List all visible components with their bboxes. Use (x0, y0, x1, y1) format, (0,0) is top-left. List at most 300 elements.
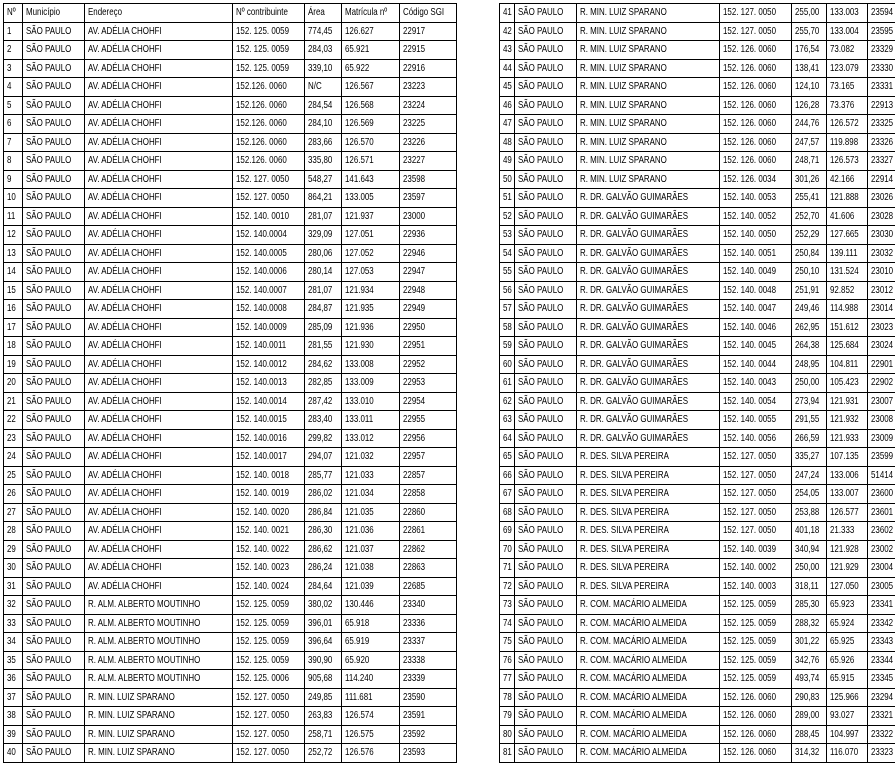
cell-address: AV. ADÉLIA CHOHFI (85, 355, 233, 374)
cell-taxpayer-number: 152. 126. 0034 (719, 170, 791, 189)
cell-sgi-code: 23343 (867, 633, 895, 652)
table-row (500, 633, 895, 652)
cell-address: R. ALM. ALBERTO MOUTINHO (85, 633, 233, 652)
cell-number: 60 (500, 355, 515, 374)
table-row (4, 392, 457, 411)
cell-registration-number: 93.027 (827, 707, 868, 726)
cell-municipality: SÃO PAULO (23, 96, 85, 115)
cell-registration-number: 121.038 (342, 559, 400, 578)
cell-area: 335,80 (305, 152, 342, 171)
cell-address: AV. ADÉLIA CHOHFI (85, 522, 233, 541)
cell-number: 41 (500, 4, 515, 23)
cell-municipality: SÃO PAULO (515, 226, 577, 245)
cell-sgi-code: 23294 (867, 688, 895, 707)
cell-registration-number: 121.935 (342, 300, 400, 319)
cell-sgi-code: 23325 (867, 115, 895, 134)
cell-registration-number: 125.966 (827, 688, 868, 707)
cell-registration-number: 121.034 (342, 485, 400, 504)
cell-municipality: SÃO PAULO (23, 170, 85, 189)
cell-address: R. DR. GALVÃO GUIMARÃES (577, 244, 720, 263)
cell-address: R. DR. GALVÃO GUIMARÃES (577, 189, 720, 208)
cell-number: 18 (4, 337, 23, 356)
cell-registration-number: 65.926 (827, 651, 868, 670)
cell-registration-number: 121.888 (827, 189, 868, 208)
cell-number: 14 (4, 263, 23, 282)
cell-area: 396,64 (305, 633, 342, 652)
cell-municipality: SÃO PAULO (23, 226, 85, 245)
cell-area: 247,24 (791, 466, 826, 485)
cell-registration-number: 116.070 (827, 744, 868, 763)
cell-area: 864,21 (305, 189, 342, 208)
cell-municipality: SÃO PAULO (23, 559, 85, 578)
cell-registration-number: 73.376 (827, 96, 868, 115)
cell-taxpayer-number: 152. 126. 0060 (719, 59, 791, 78)
table-row (4, 670, 457, 689)
cell-sgi-code: 23005 (867, 577, 895, 596)
cell-number: 43 (500, 41, 515, 60)
table-row (500, 725, 895, 744)
cell-municipality: SÃO PAULO (515, 725, 577, 744)
cell-number: 24 (4, 448, 23, 467)
table-row (4, 207, 457, 226)
table-row (500, 226, 895, 245)
cell-number: 32 (4, 596, 23, 615)
cell-number: 7 (4, 133, 23, 152)
cell-area: 250,00 (791, 374, 826, 393)
cell-address: R. DR. GALVÃO GUIMARÃES (577, 300, 720, 319)
cell-registration-number: 121.037 (342, 540, 400, 559)
cell-taxpayer-number: 152. 140. 0051 (719, 244, 791, 263)
cell-taxpayer-number: 152. 127. 0050 (233, 189, 305, 208)
cell-registration-number: 121.937 (342, 207, 400, 226)
cell-sgi-code: 22861 (400, 522, 457, 541)
cell-address: R. MIN. LUIZ SPARANO (577, 78, 720, 97)
table-row (4, 281, 457, 300)
cell-number: 49 (500, 152, 515, 171)
cell-taxpayer-number: 152. 127. 0050 (719, 466, 791, 485)
cell-address: R. COM. MACÁRIO ALMEIDA (577, 744, 720, 763)
cell-taxpayer-number: 152. 140. 0046 (719, 318, 791, 337)
cell-registration-number: 126.568 (342, 96, 400, 115)
cell-registration-number: 126.574 (342, 707, 400, 726)
cell-area: 774,45 (305, 22, 342, 41)
cell-taxpayer-number: 152. 125. 0059 (233, 633, 305, 652)
cell-municipality: SÃO PAULO (515, 614, 577, 633)
cell-taxpayer-number: 152. 140. 0002 (719, 559, 791, 578)
cell-municipality: SÃO PAULO (23, 133, 85, 152)
cell-area: 250,84 (791, 244, 826, 263)
cell-sgi-code: 22948 (400, 281, 457, 300)
cell-sgi-code: 22917 (400, 22, 457, 41)
cell-municipality: SÃO PAULO (23, 429, 85, 448)
table-row (500, 263, 895, 282)
table-row (4, 411, 457, 430)
cell-municipality: SÃO PAULO (515, 448, 577, 467)
cell-registration-number: 123.079 (827, 59, 868, 78)
table-row (500, 411, 895, 430)
cell-area: 281,07 (305, 207, 342, 226)
cell-taxpayer-number: 152. 140. 0019 (233, 485, 305, 504)
cell-municipality: SÃO PAULO (515, 244, 577, 263)
cell-sgi-code: 22916 (400, 59, 457, 78)
cell-municipality: SÃO PAULO (23, 337, 85, 356)
cell-address: AV. ADÉLIA CHOHFI (85, 485, 233, 504)
table-row (500, 41, 895, 60)
property-table-right (499, 3, 895, 763)
cell-taxpayer-number: 152.126. 0060 (233, 78, 305, 97)
table-row (4, 115, 457, 134)
table-row (4, 614, 457, 633)
cell-municipality: SÃO PAULO (23, 540, 85, 559)
cell-area: 289,00 (791, 707, 826, 726)
cell-number: 37 (4, 688, 23, 707)
cell-area: 250,10 (791, 263, 826, 282)
cell-number: 34 (4, 633, 23, 652)
cell-area: 280,06 (305, 244, 342, 263)
cell-registration-number: 121.035 (342, 503, 400, 522)
cell-taxpayer-number: 152.126. 0060 (233, 152, 305, 171)
cell-sgi-code: 22949 (400, 300, 457, 319)
cell-sgi-code: 23326 (867, 133, 895, 152)
table-row (4, 96, 457, 115)
cell-number: 72 (500, 577, 515, 596)
table-row (500, 744, 895, 763)
cell-sgi-code: 23337 (400, 633, 457, 652)
cell-municipality: SÃO PAULO (23, 725, 85, 744)
cell-number: 31 (4, 577, 23, 596)
cell-registration-number: 126.571 (342, 152, 400, 171)
cell-sgi-code: 23008 (867, 411, 895, 430)
table-row (4, 577, 457, 596)
cell-registration-number: 126.572 (827, 115, 868, 134)
cell-address: AV. ADÉLIA CHOHFI (85, 577, 233, 596)
cell-address: R. COM. MACÁRIO ALMEIDA (577, 633, 720, 652)
table-row (4, 59, 457, 78)
table-row (500, 522, 895, 541)
cell-taxpayer-number: 152. 140.0016 (233, 429, 305, 448)
cell-municipality: SÃO PAULO (23, 152, 85, 171)
cell-taxpayer-number: 152. 125. 0059 (233, 59, 305, 78)
cell-registration-number: 151.612 (827, 318, 868, 337)
cell-area: 283,40 (305, 411, 342, 430)
cell-address: AV. ADÉLIA CHOHFI (85, 78, 233, 97)
cell-area: 284,54 (305, 96, 342, 115)
cell-address: R. COM. MACÁRIO ALMEIDA (577, 651, 720, 670)
cell-registration-number: 126.567 (342, 78, 400, 97)
cell-municipality: SÃO PAULO (515, 577, 577, 596)
table-row (500, 4, 895, 23)
cell-address: AV. ADÉLIA CHOHFI (85, 22, 233, 41)
cell-sgi-code: 23591 (400, 707, 457, 726)
cell-taxpayer-number: 152. 140.0015 (233, 411, 305, 430)
cell-sgi-code: 23327 (867, 152, 895, 171)
table-body-left (4, 22, 457, 762)
cell-municipality: SÃO PAULO (23, 374, 85, 393)
cell-number: 45 (500, 78, 515, 97)
cell-number: 33 (4, 614, 23, 633)
cell-registration-number: 125.684 (827, 337, 868, 356)
table-row (4, 466, 457, 485)
cell-area: 286,02 (305, 485, 342, 504)
cell-address: AV. ADÉLIA CHOHFI (85, 226, 233, 245)
cell-taxpayer-number: 152. 140. 0043 (719, 374, 791, 393)
cell-taxpayer-number: 152. 140.0008 (233, 300, 305, 319)
cell-municipality: SÃO PAULO (23, 41, 85, 60)
cell-address: R. ALM. ALBERTO MOUTINHO (85, 651, 233, 670)
cell-registration-number: 121.932 (827, 411, 868, 430)
cell-number: 66 (500, 466, 515, 485)
cell-taxpayer-number: 152. 125. 0059 (719, 633, 791, 652)
table-row (500, 392, 895, 411)
cell-sgi-code: 22685 (400, 577, 457, 596)
cell-area: 264,38 (791, 337, 826, 356)
cell-area: 255,41 (791, 189, 826, 208)
cell-address: AV. ADÉLIA CHOHFI (85, 207, 233, 226)
cell-registration-number: 121.032 (342, 448, 400, 467)
cell-address: R. DR. GALVÃO GUIMARÃES (577, 355, 720, 374)
cell-sgi-code: 23227 (400, 152, 457, 171)
cell-taxpayer-number: 152. 140. 0047 (719, 300, 791, 319)
cell-address: R. DES. SILVA PEREIRA (577, 577, 720, 596)
property-table-left (3, 3, 457, 763)
cell-area: 287,42 (305, 392, 342, 411)
col-header-area: Área (305, 4, 342, 23)
cell-number: 77 (500, 670, 515, 689)
cell-registration-number: 65.918 (342, 614, 400, 633)
cell-municipality: SÃO PAULO (23, 22, 85, 41)
cell-sgi-code: 23329 (867, 41, 895, 60)
cell-registration-number: 127.051 (342, 226, 400, 245)
cell-address: AV. ADÉLIA CHOHFI (85, 318, 233, 337)
cell-address: AV. ADÉLIA CHOHFI (85, 59, 233, 78)
cell-registration-number: 65.919 (342, 633, 400, 652)
cell-municipality: SÃO PAULO (515, 633, 577, 652)
cell-sgi-code: 23595 (867, 22, 895, 41)
table-row (500, 300, 895, 319)
cell-address: R. MIN. LUIZ SPARANO (577, 41, 720, 60)
cell-taxpayer-number: 152. 140. 0024 (233, 577, 305, 596)
cell-sgi-code: 23597 (400, 189, 457, 208)
cell-sgi-code: 23014 (867, 300, 895, 319)
cell-number: 53 (500, 226, 515, 245)
cell-municipality: SÃO PAULO (515, 59, 577, 78)
cell-number: 28 (4, 522, 23, 541)
table-row (4, 152, 457, 171)
table-row (4, 337, 457, 356)
table-row (500, 577, 895, 596)
cell-municipality: SÃO PAULO (515, 355, 577, 374)
cell-address: AV. ADÉLIA CHOHFI (85, 41, 233, 60)
cell-number: 17 (4, 318, 23, 337)
table-row (4, 189, 457, 208)
cell-registration-number: 121.033 (342, 466, 400, 485)
cell-taxpayer-number: 152. 125. 0059 (719, 596, 791, 615)
table-row (500, 355, 895, 374)
cell-sgi-code: 23032 (867, 244, 895, 263)
cell-address: R. DR. GALVÃO GUIMARÃES (577, 429, 720, 448)
cell-sgi-code: 22915 (400, 41, 457, 60)
cell-address: AV. ADÉLIA CHOHFI (85, 337, 233, 356)
cell-number: 22 (4, 411, 23, 430)
cell-registration-number: 121.934 (342, 281, 400, 300)
cell-number: 67 (500, 485, 515, 504)
cell-number: 50 (500, 170, 515, 189)
cell-address: R. DR. GALVÃO GUIMARÃES (577, 263, 720, 282)
cell-number: 8 (4, 152, 23, 171)
cell-address: R. MIN. LUIZ SPARANO (577, 170, 720, 189)
cell-address: R. DR. GALVÃO GUIMARÃES (577, 392, 720, 411)
cell-number: 48 (500, 133, 515, 152)
cell-number: 80 (500, 725, 515, 744)
cell-address: AV. ADÉLIA CHOHFI (85, 540, 233, 559)
cell-address: R. DR. GALVÃO GUIMARÃES (577, 411, 720, 430)
cell-taxpayer-number: 152. 127. 0050 (719, 4, 791, 23)
cell-address: R. MIN. LUIZ SPARANO (85, 707, 233, 726)
cell-area: 281,55 (305, 337, 342, 356)
cell-address: R. MIN. LUIZ SPARANO (577, 59, 720, 78)
table-row (4, 688, 457, 707)
cell-sgi-code: 22860 (400, 503, 457, 522)
cell-sgi-code: 22863 (400, 559, 457, 578)
cell-sgi-code: 23340 (400, 596, 457, 615)
cell-number: 81 (500, 744, 515, 763)
cell-address: R. DES. SILVA PEREIRA (577, 503, 720, 522)
cell-municipality: SÃO PAULO (515, 133, 577, 152)
cell-registration-number: 121.936 (342, 318, 400, 337)
cell-area: 284,87 (305, 300, 342, 319)
cell-registration-number: 127.050 (827, 577, 868, 596)
cell-area: 288,45 (791, 725, 826, 744)
cell-address: R. DR. GALVÃO GUIMARÃES (577, 226, 720, 245)
cell-registration-number: 126.569 (342, 115, 400, 134)
cell-number: 79 (500, 707, 515, 726)
cell-number: 44 (500, 59, 515, 78)
cell-registration-number: 126.575 (342, 725, 400, 744)
cell-number: 40 (4, 744, 23, 763)
table-row (500, 170, 895, 189)
cell-number: 4 (4, 78, 23, 97)
cell-address: R. COM. MACÁRIO ALMEIDA (577, 688, 720, 707)
cell-number: 56 (500, 281, 515, 300)
cell-area: 280,14 (305, 263, 342, 282)
table-row (500, 281, 895, 300)
cell-address: R. COM. MACÁRIO ALMEIDA (577, 614, 720, 633)
cell-taxpayer-number: 152. 127. 0050 (719, 448, 791, 467)
cell-number: 55 (500, 263, 515, 282)
cell-taxpayer-number: 152. 127. 0050 (719, 503, 791, 522)
cell-taxpayer-number: 152.126. 0060 (233, 96, 305, 115)
cell-sgi-code: 23002 (867, 540, 895, 559)
table-row (4, 244, 457, 263)
cell-registration-number: 121.929 (827, 559, 868, 578)
cell-municipality: SÃO PAULO (23, 670, 85, 689)
cell-number: 2 (4, 41, 23, 60)
cell-area: N/C (305, 78, 342, 97)
cell-municipality: SÃO PAULO (515, 651, 577, 670)
table-row (4, 41, 457, 60)
cell-registration-number: 121.930 (342, 337, 400, 356)
table-row (500, 670, 895, 689)
cell-taxpayer-number: 152. 126. 0060 (719, 725, 791, 744)
cell-taxpayer-number: 152. 127. 0050 (233, 170, 305, 189)
cell-area: 380,02 (305, 596, 342, 615)
cell-number: 1 (4, 22, 23, 41)
cell-sgi-code: 23030 (867, 226, 895, 245)
cell-number: 64 (500, 429, 515, 448)
cell-sgi-code: 22902 (867, 374, 895, 393)
cell-area: 290,83 (791, 688, 826, 707)
cell-registration-number: 133.004 (827, 22, 868, 41)
table-row (500, 651, 895, 670)
cell-area: 124,10 (791, 78, 826, 97)
table-row (500, 96, 895, 115)
cell-sgi-code: 22950 (400, 318, 457, 337)
cell-number: 26 (4, 485, 23, 504)
cell-sgi-code: 23344 (867, 651, 895, 670)
cell-sgi-code: 23321 (867, 707, 895, 726)
cell-registration-number: 130.446 (342, 596, 400, 615)
table-row (500, 133, 895, 152)
cell-number: 57 (500, 300, 515, 319)
cell-number: 42 (500, 22, 515, 41)
cell-area: 314,32 (791, 744, 826, 763)
cell-address: AV. ADÉLIA CHOHFI (85, 281, 233, 300)
cell-area: 244,76 (791, 115, 826, 134)
table-row (4, 707, 457, 726)
cell-area: 390,90 (305, 651, 342, 670)
cell-registration-number: 105.423 (827, 374, 868, 393)
cell-sgi-code: 22956 (400, 429, 457, 448)
cell-address: R. DR. GALVÃO GUIMARÃES (577, 374, 720, 393)
cell-taxpayer-number: 152. 126. 0060 (719, 78, 791, 97)
cell-municipality: SÃO PAULO (515, 115, 577, 134)
cell-taxpayer-number: 152. 140.0005 (233, 244, 305, 263)
cell-municipality: SÃO PAULO (23, 522, 85, 541)
cell-taxpayer-number: 152. 125. 0006 (233, 670, 305, 689)
cell-municipality: SÃO PAULO (23, 281, 85, 300)
cell-municipality: SÃO PAULO (23, 115, 85, 134)
table-row (500, 596, 895, 615)
cell-taxpayer-number: 152. 127. 0050 (719, 485, 791, 504)
cell-sgi-code: 23004 (867, 559, 895, 578)
cell-address: R. MIN. LUIZ SPARANO (577, 96, 720, 115)
cell-sgi-code: 22952 (400, 355, 457, 374)
cell-number: 62 (500, 392, 515, 411)
cell-number: 78 (500, 688, 515, 707)
cell-registration-number: 65.915 (827, 670, 868, 689)
cell-taxpayer-number: 152. 140.0007 (233, 281, 305, 300)
cell-municipality: SÃO PAULO (23, 392, 85, 411)
table-row (500, 429, 895, 448)
cell-address: R. COM. MACÁRIO ALMEIDA (577, 707, 720, 726)
cell-municipality: SÃO PAULO (515, 22, 577, 41)
table-row (500, 207, 895, 226)
cell-registration-number: 121.931 (827, 392, 868, 411)
table-row (4, 22, 457, 41)
table-body-right (500, 4, 895, 763)
cell-sgi-code: 23590 (400, 688, 457, 707)
cell-sgi-code: 22954 (400, 392, 457, 411)
table-row (500, 448, 895, 467)
table-row (4, 448, 457, 467)
cell-area: 548,27 (305, 170, 342, 189)
cell-sgi-code: 22913 (867, 96, 895, 115)
cell-municipality: SÃO PAULO (23, 651, 85, 670)
cell-number: 74 (500, 614, 515, 633)
cell-address: AV. ADÉLIA CHOHFI (85, 152, 233, 171)
table-row (500, 707, 895, 726)
cell-area: 335,27 (791, 448, 826, 467)
